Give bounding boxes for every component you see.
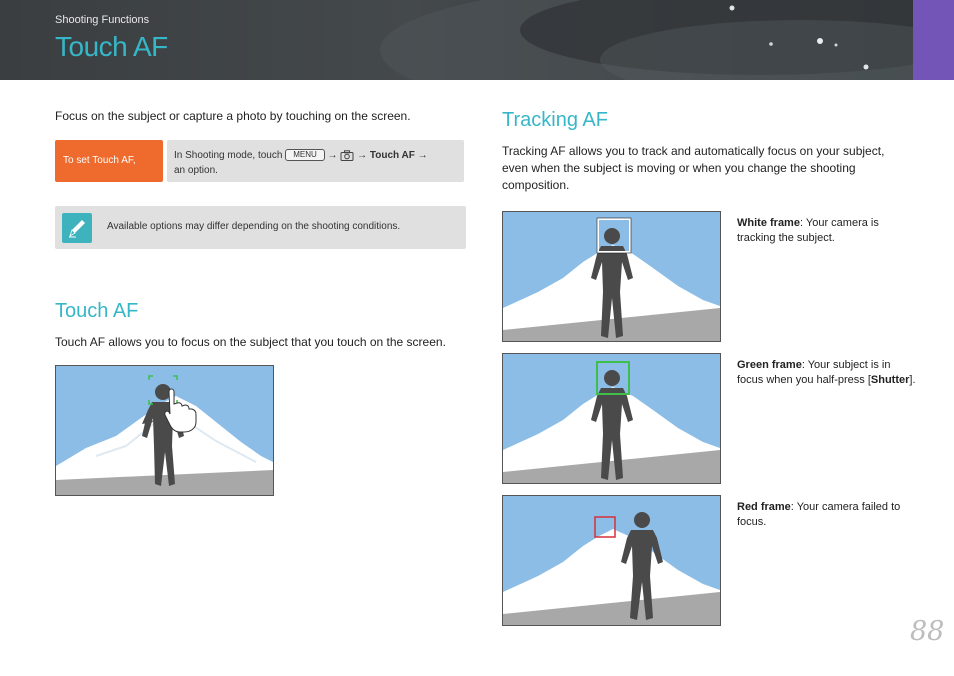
breadcrumb: Shooting Functions [55,14,150,26]
white-frame-caption [737,216,917,245]
header-accent-tab [913,0,954,80]
instruction-box [55,140,465,182]
touch-af-illustration [55,365,274,496]
white-frame-term: White frame [737,217,800,229]
red-frame-desc: : Your camera failed to focus. [737,501,901,528]
page-number: 88 [910,616,945,647]
tracking-green-frame-illustration [502,353,721,484]
arrow: → [327,150,338,161]
page-title: Touch AF [55,31,168,62]
instruction-detail [167,140,464,182]
note-text: Available options may differ depending on the shooting conditions. [107,221,401,232]
instruction-target: Touch AF [369,150,415,161]
green-frame-desc-suffix: ]. [909,373,916,386]
instruction-prefix: In Shooting mode, touch [174,150,283,161]
touch-af-description: Touch AF allows you to focus on the subject that you touch on the screen. [55,335,446,349]
green-frame-caption [737,358,917,387]
instruction-suffix: an option. [174,165,218,176]
pencil-note-icon [62,213,92,243]
tracking-af-heading: Tracking AF [502,109,608,131]
arrow: → [357,150,368,161]
camera-icon [340,150,354,161]
note-box [55,206,466,249]
red-frame-caption [737,500,917,529]
intro-text: Focus on the subject or capture a photo by touching on the screen. [55,109,411,123]
tracking-red-frame-illustration [502,495,721,626]
instruction-label: To set Touch AF, [55,140,163,182]
arrow: → [417,150,428,161]
red-frame-term: Red frame [737,501,791,513]
white-frame-desc: : Your camera is tracking the subject. [737,217,879,244]
menu-key: MENU [285,149,325,161]
touch-af-heading: Touch AF [55,300,139,322]
tracking-af-description: Tracking AF allows you to track and automatically focus on your subject, even when the subject is moving or when you change the shooting composition. [502,144,885,192]
green-frame-term: Green frame [737,359,802,371]
page-header [0,0,913,80]
tracking-white-frame-illustration [502,211,721,342]
shutter-key: Shutter [870,373,910,386]
green-frame-desc-prefix: : Your subject is in focus when you half-press [ [737,359,891,386]
